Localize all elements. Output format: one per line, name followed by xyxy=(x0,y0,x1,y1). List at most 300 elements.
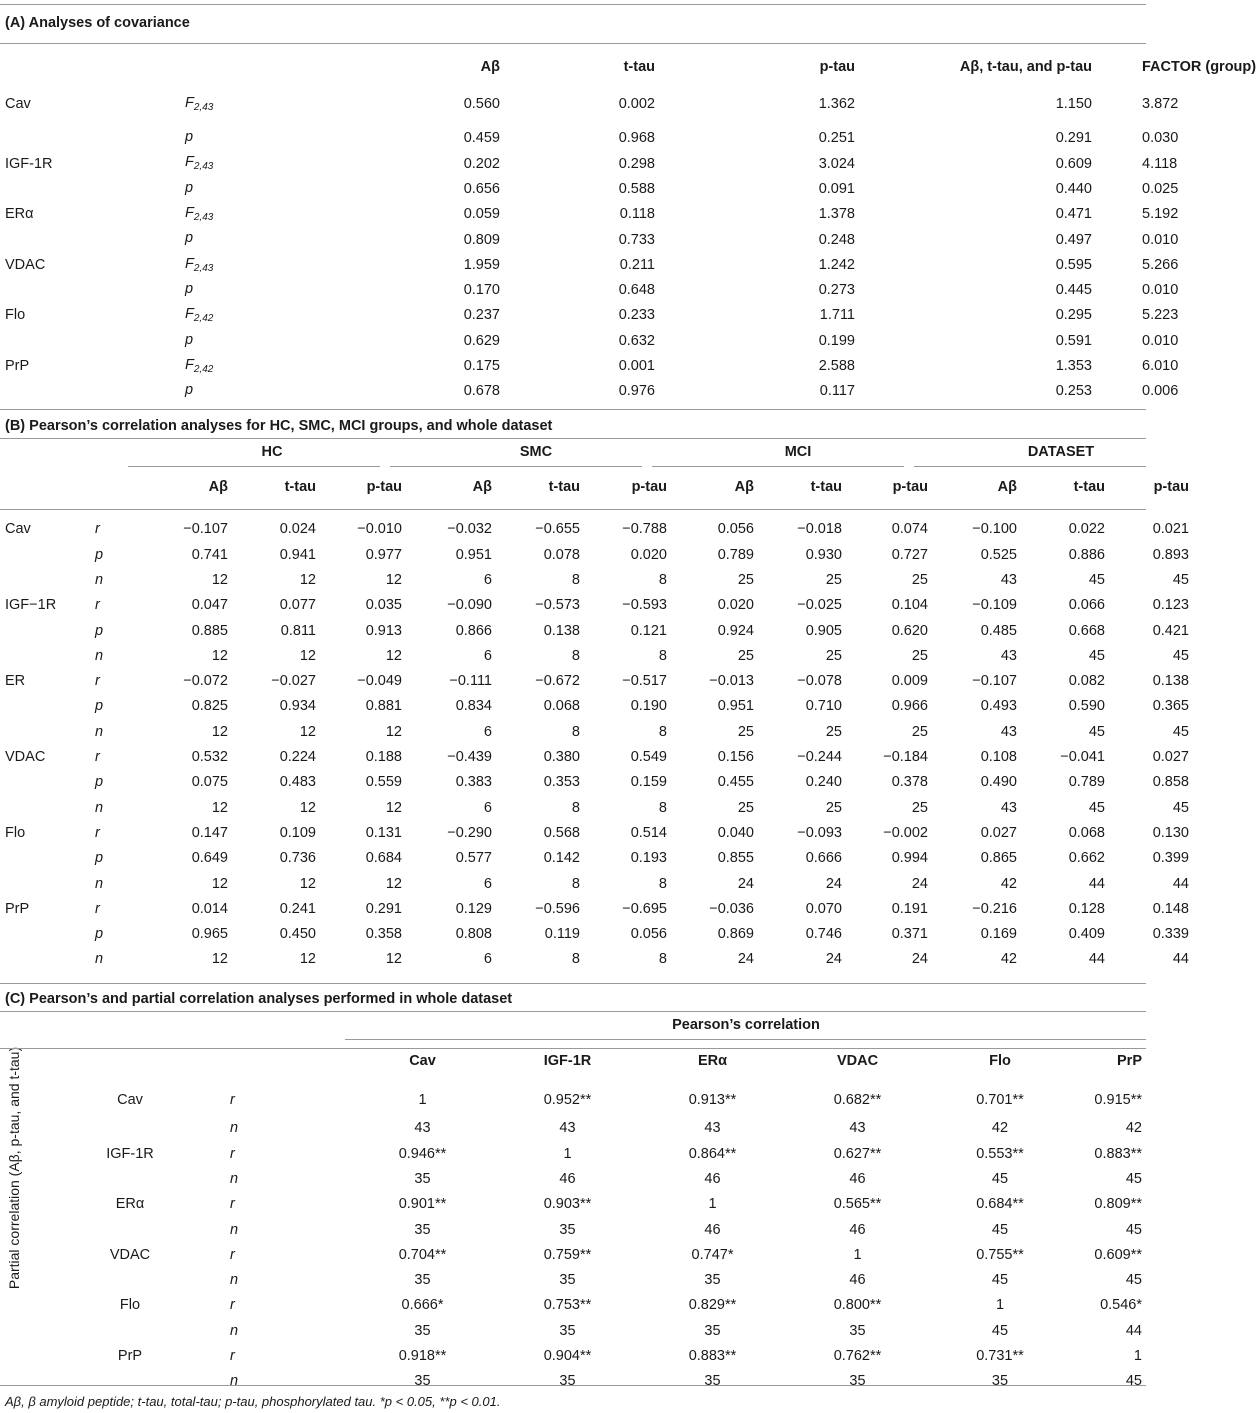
value-cell: 6.010 xyxy=(1142,358,1179,375)
stat-symbol: r xyxy=(95,824,100,841)
value-cell: 0.020 xyxy=(717,597,754,614)
value-cell: 24 xyxy=(911,951,928,968)
row-label: VDAC xyxy=(109,1246,151,1263)
section-a-title: (A) Analyses of covariance xyxy=(5,15,190,31)
value-cell: 0.159 xyxy=(630,774,667,791)
value-cell: 0.009 xyxy=(891,673,928,690)
value-cell: 8 xyxy=(571,723,580,740)
value-cell: 0.002 xyxy=(618,95,655,112)
value-cell: 0.662 xyxy=(1068,850,1105,867)
value-cell: 12 xyxy=(299,799,316,816)
value-cell: 35 xyxy=(849,1373,866,1390)
stat-letter: p xyxy=(185,230,194,247)
value-cell: 0.546* xyxy=(1100,1297,1142,1314)
value-cell: 0.131 xyxy=(365,824,402,841)
value-cell: −0.013 xyxy=(709,673,754,690)
value-cell: 0.565** xyxy=(833,1196,882,1213)
value-cell: 12 xyxy=(211,951,228,968)
value-cell: 42 xyxy=(1000,951,1017,968)
value-cell: 0.620 xyxy=(891,622,928,639)
value-cell: −0.049 xyxy=(357,673,402,690)
value-cell: 43 xyxy=(1000,647,1017,664)
value-cell: 45 xyxy=(1088,571,1105,588)
row-label: ERα xyxy=(5,206,34,223)
value-cell: 0.142 xyxy=(543,850,580,867)
row-label xyxy=(5,643,90,668)
value-cell: 0.701** xyxy=(976,1092,1024,1109)
bottom-rule xyxy=(0,1385,1146,1386)
group-header-dataset: DATASET xyxy=(1027,444,1095,461)
row-label xyxy=(5,770,90,795)
stat-letter: F xyxy=(185,205,194,222)
value-cell: 0.591 xyxy=(1055,332,1092,349)
value-cell: 0.869 xyxy=(717,926,754,943)
spacer-cell xyxy=(1189,846,1192,871)
value-cell: 0.865 xyxy=(980,850,1017,867)
value-cell: 2.588 xyxy=(818,358,855,375)
row-label: ERα xyxy=(115,1196,145,1213)
value-cell: 0.383 xyxy=(455,774,492,791)
value-cell: 42 xyxy=(1125,1120,1142,1137)
value-cell: 0.490 xyxy=(980,774,1017,791)
value-cell: 0.248 xyxy=(818,231,855,248)
value-cell: 45 xyxy=(1088,723,1105,740)
value-cell: 0.108 xyxy=(980,749,1017,766)
correlation-row xyxy=(0,770,1192,795)
value-cell: 6 xyxy=(483,951,492,968)
value-cell: 12 xyxy=(299,951,316,968)
mci-group-rule xyxy=(652,466,904,467)
spacer-cell xyxy=(0,1344,65,1369)
value-cell: 0.800** xyxy=(833,1297,882,1314)
section-a-rule xyxy=(0,43,1146,44)
value-cell: 3.024 xyxy=(818,155,855,172)
stat-symbol xyxy=(165,82,360,126)
value-cell: 8 xyxy=(658,951,667,968)
pearson-correlation-header: Pearson’s correlation xyxy=(672,1017,820,1034)
value-cell: 0.193 xyxy=(630,850,667,867)
value-cell: 0.148 xyxy=(1152,900,1189,917)
stat-symbol: p xyxy=(95,546,104,563)
value-cell: 0.951 xyxy=(717,698,754,715)
value-cell: 0.056 xyxy=(717,521,754,538)
value-cell: 0.525 xyxy=(980,546,1017,563)
spacer-cell xyxy=(1189,745,1192,770)
spacer-cell xyxy=(1189,593,1192,618)
stat-letter: F xyxy=(185,356,194,373)
value-cell: 0.104 xyxy=(891,597,928,614)
spacer-cell xyxy=(1189,618,1192,643)
value-cell: 0.455 xyxy=(717,774,754,791)
col-header-prp: PrP xyxy=(1117,1053,1142,1070)
value-cell: 1 xyxy=(418,1092,427,1109)
stat-symbol: n xyxy=(230,1373,239,1390)
value-cell: 0.941 xyxy=(279,546,316,563)
value-cell: 1 xyxy=(853,1246,862,1263)
stat-symbol xyxy=(165,278,360,303)
value-cell: 0.809** xyxy=(1094,1196,1142,1213)
value-cell: 24 xyxy=(737,875,754,892)
value-cell: 1.242 xyxy=(818,256,855,273)
marker-header-row xyxy=(0,1038,1146,1085)
value-cell: 0.881 xyxy=(365,698,402,715)
value-cell: 0.001 xyxy=(618,358,655,375)
value-cell: 35 xyxy=(991,1373,1009,1390)
row-label xyxy=(5,871,90,896)
value-cell: 45 xyxy=(1125,1373,1142,1390)
partial-correlation-row xyxy=(0,1085,1146,1116)
value-cell: 0.903** xyxy=(543,1196,592,1213)
ancova-table xyxy=(0,52,1256,404)
value-cell: 0.913 xyxy=(365,622,402,639)
value-cell: 35 xyxy=(849,1322,866,1339)
stat-symbol: r xyxy=(95,673,100,690)
value-cell: 42 xyxy=(991,1120,1009,1137)
value-cell: 0.918** xyxy=(398,1348,447,1365)
row-label: PrP xyxy=(5,900,30,917)
spacer-cell xyxy=(0,1192,65,1217)
ancova-row xyxy=(0,354,1146,379)
spacer-cell xyxy=(1142,1085,1146,1116)
value-cell: 25 xyxy=(911,799,928,816)
value-cell: 12 xyxy=(385,951,402,968)
value-cell: −0.109 xyxy=(972,597,1017,614)
value-cell: 12 xyxy=(211,723,228,740)
correlation-row xyxy=(0,517,1192,542)
value-cell: 0.010 xyxy=(1142,332,1179,349)
value-cell: −0.107 xyxy=(183,521,228,538)
value-cell: 0.560 xyxy=(463,95,500,112)
value-cell: 0.834 xyxy=(455,698,492,715)
value-cell: 0.068 xyxy=(543,698,580,715)
value-cell: 0.924 xyxy=(717,622,754,639)
stat-letter: F xyxy=(185,154,194,171)
value-cell: 0.170 xyxy=(463,282,500,299)
value-cell: 0.399 xyxy=(1152,850,1189,867)
value-cell: 1.362 xyxy=(818,95,855,112)
section-c-header-rule xyxy=(0,1048,1146,1049)
value-cell: 0.074 xyxy=(891,521,928,538)
value-cell: 0.577 xyxy=(455,850,492,867)
value-cell: 0.759** xyxy=(543,1246,592,1263)
value-cell: 1.150 xyxy=(1055,95,1092,112)
row-label xyxy=(65,1116,195,1141)
value-cell: 0.789 xyxy=(717,546,754,563)
value-cell: 0.609 xyxy=(1055,155,1092,172)
stat-symbol: p xyxy=(95,850,104,867)
correlation-row xyxy=(0,947,1192,972)
subheader: p-tau xyxy=(1153,478,1189,495)
stat-symbol: n xyxy=(230,1120,239,1137)
stat-subscript: 2,42 xyxy=(193,363,214,375)
value-cell: 0.421 xyxy=(1152,622,1189,639)
spacer-cell xyxy=(1189,719,1192,744)
value-cell: 12 xyxy=(385,723,402,740)
value-cell: 0.066 xyxy=(1068,597,1105,614)
value-cell: 6 xyxy=(483,799,492,816)
value-cell: 43 xyxy=(559,1120,576,1137)
stat-letter: F xyxy=(185,255,194,272)
value-cell: 45 xyxy=(991,1170,1009,1187)
spacer-cell xyxy=(0,1217,65,1242)
value-cell: 0.169 xyxy=(980,926,1017,943)
value-cell: 12 xyxy=(299,647,316,664)
value-cell: 0.030 xyxy=(1142,130,1179,147)
value-cell: 0.109 xyxy=(279,824,316,841)
row-label: VDAC xyxy=(5,256,46,273)
spacer-cell xyxy=(0,1242,65,1267)
row-label: IGF-1R xyxy=(5,155,53,172)
subheader: t-tau xyxy=(810,478,842,495)
row-label xyxy=(5,328,165,353)
value-cell: 1 xyxy=(995,1297,1005,1314)
value-cell: 46 xyxy=(849,1170,866,1187)
spacer-cell xyxy=(0,1116,65,1141)
value-cell: 0.059 xyxy=(463,206,500,223)
value-cell: 0.190 xyxy=(630,698,667,715)
value-cell: 4.118 xyxy=(1142,155,1178,172)
value-cell: −0.655 xyxy=(535,521,580,538)
value-cell: 0.233 xyxy=(618,307,655,324)
stat-symbol: r xyxy=(230,1196,235,1213)
spacer-cell xyxy=(0,1268,65,1293)
value-cell: 0.483 xyxy=(279,774,316,791)
partial-correlation-row xyxy=(0,1242,1146,1267)
row-label xyxy=(65,1318,195,1343)
value-cell: 0.886 xyxy=(1068,546,1105,563)
value-cell: 45 xyxy=(1088,799,1105,816)
value-cell: 25 xyxy=(825,647,842,664)
value-cell: 0.010 xyxy=(1142,282,1179,299)
value-cell: 25 xyxy=(911,571,928,588)
value-cell: 8 xyxy=(658,723,667,740)
value-cell: 35 xyxy=(559,1221,576,1238)
value-cell: 0.568 xyxy=(543,824,580,841)
value-cell: 1 xyxy=(1133,1348,1142,1365)
correlation-row xyxy=(0,896,1192,921)
value-cell: 1.378 xyxy=(818,206,855,223)
stat-letter: p xyxy=(185,382,194,399)
value-cell: 12 xyxy=(299,723,316,740)
value-cell: 45 xyxy=(991,1322,1009,1339)
stat-symbol: p xyxy=(95,774,104,791)
subheader: t-tau xyxy=(1073,478,1105,495)
value-cell: 25 xyxy=(737,723,754,740)
value-cell: 0.237 xyxy=(463,307,500,324)
value-cell: 25 xyxy=(825,799,842,816)
spacer-cell xyxy=(1189,643,1192,668)
value-cell: 0.864** xyxy=(688,1145,737,1162)
value-cell: 0.075 xyxy=(191,774,228,791)
partial-correlation-row xyxy=(0,1369,1146,1394)
stat-letter: p xyxy=(185,129,194,146)
value-cell: 0.253 xyxy=(1055,383,1092,400)
value-cell: 0.668 xyxy=(1068,622,1105,639)
correlation-row xyxy=(0,922,1192,947)
row-label: PrP xyxy=(5,358,30,375)
value-cell: 5.192 xyxy=(1142,206,1179,223)
row-label: VDAC xyxy=(5,749,46,766)
value-cell: 12 xyxy=(211,799,228,816)
value-cell: 0.656 xyxy=(463,180,500,197)
stat-symbol: n xyxy=(95,647,104,664)
value-cell: 0.445 xyxy=(1055,282,1092,299)
value-cell: 6 xyxy=(483,875,492,892)
value-cell: −0.100 xyxy=(972,521,1017,538)
value-cell: −0.072 xyxy=(183,673,228,690)
value-cell: 0.440 xyxy=(1055,180,1092,197)
stat-letter: p xyxy=(185,280,194,297)
spacer-cell xyxy=(0,1085,65,1116)
subheader: p-tau xyxy=(631,478,667,495)
ancova-row xyxy=(0,82,1146,126)
value-cell: 25 xyxy=(737,647,754,664)
stat-symbol xyxy=(165,151,360,176)
row-label xyxy=(5,126,165,151)
value-cell: 0.883** xyxy=(688,1348,737,1365)
value-cell: 46 xyxy=(559,1170,576,1187)
value-cell: 44 xyxy=(1125,1322,1142,1339)
value-cell: 46 xyxy=(704,1221,721,1238)
value-cell: 35 xyxy=(414,1221,431,1238)
spacer-cell xyxy=(0,1318,65,1343)
col-header-flo: Flo xyxy=(989,1053,1011,1070)
value-cell: 12 xyxy=(385,875,402,892)
row-label xyxy=(5,278,165,303)
value-cell: 0.027 xyxy=(1152,749,1189,766)
stat-subscript: 2,43 xyxy=(193,101,214,113)
stat-subscript: 2,43 xyxy=(193,262,214,274)
value-cell: 0.241 xyxy=(279,900,316,917)
value-cell: 0.666* xyxy=(401,1297,444,1314)
value-cell: 0.077 xyxy=(279,597,316,614)
value-cell: 0.119 xyxy=(544,926,580,943)
value-cell: 0.789 xyxy=(1068,774,1105,791)
value-cell: −0.078 xyxy=(797,673,842,690)
stat-symbol: r xyxy=(230,1297,235,1314)
value-cell: 3.872 xyxy=(1142,95,1179,112)
partial-correlation-row xyxy=(0,1141,1146,1166)
subheader: p-tau xyxy=(892,478,928,495)
row-label xyxy=(5,542,90,567)
ancova-row xyxy=(0,177,1146,202)
value-cell: 0.736 xyxy=(279,850,316,867)
value-cell: −0.107 xyxy=(972,673,1017,690)
row-label xyxy=(5,618,90,643)
correlation-row xyxy=(0,618,1192,643)
value-cell: 0.627** xyxy=(833,1145,882,1162)
row-label xyxy=(65,1369,195,1394)
ancova-row xyxy=(0,126,1146,151)
pearson-group-table xyxy=(0,440,1192,972)
whole-dataset-table xyxy=(0,1013,1146,1394)
value-cell: 0.138 xyxy=(1152,673,1189,690)
row-label xyxy=(5,694,90,719)
value-cell: 35 xyxy=(704,1373,721,1390)
value-cell: 0.199 xyxy=(818,332,855,349)
partial-correlation-row xyxy=(0,1268,1146,1293)
correlation-row xyxy=(0,643,1192,668)
value-cell: 8 xyxy=(658,799,667,816)
value-cell: 0.553** xyxy=(976,1145,1024,1162)
value-cell: 1 xyxy=(563,1145,572,1162)
value-cell: 0.883** xyxy=(1094,1145,1142,1162)
spacer-cell xyxy=(1142,1116,1146,1141)
stat-letter: F xyxy=(185,306,194,323)
subheader: t-tau xyxy=(284,478,316,495)
value-cell: 0.156 xyxy=(717,749,754,766)
value-cell: 8 xyxy=(571,951,580,968)
value-cell: 0.666 xyxy=(805,850,842,867)
value-cell: 0.684** xyxy=(976,1196,1024,1213)
correlation-row xyxy=(0,846,1192,871)
value-cell: 35 xyxy=(559,1373,576,1390)
value-cell: −0.002 xyxy=(883,824,928,841)
value-cell: 25 xyxy=(911,647,928,664)
value-cell: −0.025 xyxy=(797,597,842,614)
value-cell: 0.549 xyxy=(630,749,667,766)
value-cell: 0.559 xyxy=(365,774,402,791)
row-label: Cav xyxy=(5,521,31,538)
spacer-cell xyxy=(1189,947,1192,972)
spacer-cell xyxy=(1142,1242,1146,1267)
row-label xyxy=(5,568,90,593)
stat-symbol: r xyxy=(230,1092,235,1109)
value-cell: 0.010 xyxy=(1142,231,1179,248)
value-cell: 8 xyxy=(658,571,667,588)
value-cell: −0.439 xyxy=(447,749,492,766)
value-cell: 46 xyxy=(704,1170,721,1187)
value-cell: 25 xyxy=(825,571,842,588)
value-cell: 6 xyxy=(483,647,492,664)
stat-symbol: r xyxy=(95,521,100,538)
value-cell: 0.762** xyxy=(833,1348,882,1365)
value-cell: 45 xyxy=(991,1272,1009,1289)
partial-correlation-row xyxy=(0,1192,1146,1217)
spacer-cell xyxy=(0,1369,65,1394)
value-cell: 0.027 xyxy=(980,824,1017,841)
value-cell: 35 xyxy=(559,1272,576,1289)
value-cell: 0.493 xyxy=(980,698,1017,715)
stat-symbol: r xyxy=(230,1246,235,1263)
subheader: Aβ xyxy=(208,478,228,495)
value-cell: 12 xyxy=(211,875,228,892)
partial-correlation-row xyxy=(0,1318,1146,1343)
value-cell: 24 xyxy=(911,875,928,892)
value-cell: −0.018 xyxy=(797,521,842,538)
stat-symbol: r xyxy=(95,597,100,614)
value-cell: 0.829** xyxy=(688,1297,737,1314)
value-cell: 1.711 xyxy=(819,307,855,324)
value-cell: 25 xyxy=(737,571,754,588)
row-label xyxy=(5,719,90,744)
value-cell: 0.056 xyxy=(630,926,667,943)
value-cell: 44 xyxy=(1172,875,1189,892)
col-header-cav: Cav xyxy=(409,1053,436,1070)
stat-symbol xyxy=(165,126,360,151)
row-label xyxy=(5,947,90,972)
spacer-cell xyxy=(1142,1167,1146,1192)
value-cell: 0.905 xyxy=(805,622,842,639)
value-cell: 0.224 xyxy=(279,749,316,766)
value-cell: 0.684 xyxy=(365,850,402,867)
value-cell: 6 xyxy=(483,723,492,740)
value-cell: 0.946** xyxy=(398,1145,447,1162)
spacer-cell xyxy=(1189,694,1192,719)
col-header-factor: FACTOR (group) xyxy=(1142,58,1256,75)
value-cell: −0.695 xyxy=(622,900,667,917)
row-label: Flo xyxy=(5,307,26,324)
